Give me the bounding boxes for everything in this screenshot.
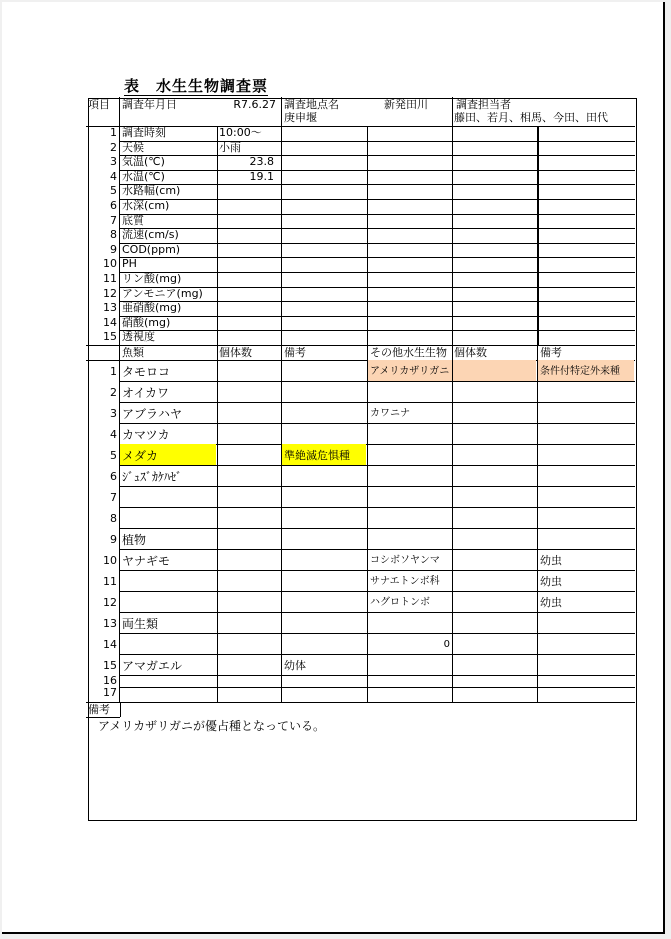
row-rule (282, 272, 367, 273)
measurement-value (219, 258, 277, 271)
species-name (120, 486, 216, 507)
row-rule (539, 155, 635, 156)
remarks-label-underline (86, 717, 120, 718)
other-species-name (368, 486, 452, 507)
species-name: メダカ (120, 444, 216, 465)
row-number: 15 (103, 659, 117, 672)
row-number: 7 (110, 491, 117, 504)
species-name: アマガエル (122, 659, 183, 673)
other-species-name: サナエトンボ科 (370, 576, 440, 587)
other-note-header: 備考 (540, 347, 562, 359)
species-name: 植物 (122, 533, 147, 547)
measurement-label: 底質 (122, 214, 144, 227)
species-note (282, 360, 366, 381)
other-species-count (453, 633, 536, 654)
remarks-label-divider (120, 702, 121, 717)
row-number: 11 (103, 273, 117, 285)
measurement-label: 水路幅(cm) (122, 185, 181, 198)
species-note (282, 675, 366, 687)
row-rule (282, 155, 367, 156)
row-rule (453, 155, 537, 156)
row-rule (217, 141, 281, 142)
measurement-label: PH (122, 258, 137, 271)
species-count (218, 486, 280, 507)
species-count (218, 633, 280, 654)
measurement-label: 亜硝酸(mg) (122, 302, 182, 315)
measurement-value: 23.8 (249, 156, 274, 169)
row-number: 12 (103, 287, 117, 300)
row-rule (217, 316, 281, 317)
column-rule (452, 126, 453, 345)
row-rule (368, 301, 452, 302)
other-species-note (538, 423, 634, 444)
measurement-label: 流速(cm/s) (122, 229, 179, 242)
row-rule (368, 257, 452, 258)
species-name: タモロコ (122, 365, 171, 379)
species-note (282, 465, 366, 486)
row-rule (217, 155, 281, 156)
species-name (120, 570, 216, 591)
measurement-value (219, 273, 277, 286)
header-divider (119, 97, 120, 126)
row-number: 6 (110, 200, 117, 212)
row-number: 7 (110, 214, 117, 227)
other-species-count (453, 444, 536, 465)
species-count (218, 591, 280, 612)
row-rule (368, 141, 452, 142)
date-label: 調査年月日 (122, 99, 177, 111)
other-species-note (538, 486, 634, 507)
row-rule (368, 155, 452, 156)
species-count (218, 549, 280, 570)
measurement-label: COD(ppm) (122, 243, 181, 256)
other-species-name (368, 444, 452, 465)
other-species-name (368, 675, 452, 687)
species-name: ヤナギモ (122, 554, 171, 568)
species-note (282, 687, 366, 699)
other-species-note (538, 687, 634, 699)
other-species-count (453, 465, 536, 486)
measurement-label: 硝酸(mg) (122, 316, 171, 329)
row-rule (119, 170, 217, 171)
species-name (120, 591, 216, 612)
row-rule (368, 330, 452, 331)
measurement-label: 調査時刻 (122, 127, 166, 139)
species-name: オイカワ (122, 386, 170, 400)
other-species-count (453, 402, 536, 423)
measurement-label: 天候 (122, 141, 144, 154)
row-number: 9 (110, 533, 117, 546)
row-rule (539, 141, 635, 142)
row-number: 5 (110, 185, 117, 198)
row-rule (368, 287, 452, 288)
row-rule (539, 184, 635, 185)
other-species-note (538, 402, 634, 423)
count-header: 個体数 (219, 347, 252, 359)
river-name: 新発田川 (384, 99, 428, 111)
other-species-name (368, 528, 452, 549)
column-rule (217, 345, 218, 702)
note-header: 備考 (284, 347, 306, 359)
measurement-label: 水温(℃) (122, 170, 165, 183)
row-rule (119, 228, 217, 229)
row-rule (217, 214, 281, 215)
spreadsheet-page (2, 2, 665, 934)
species-count (218, 423, 280, 444)
row-rule (539, 257, 635, 258)
site-label: 調査地点名 (284, 99, 339, 111)
row-number: 13 (103, 617, 117, 630)
row-rule (453, 330, 537, 331)
remarks-text: アメリカザリガニが優占種となっている。 (98, 719, 326, 733)
row-rule (282, 214, 367, 215)
sheet-title: 表 水生生物調査票 (124, 77, 269, 95)
staff-names: 藤田、若月、相馬、今田、田代 (454, 112, 608, 124)
row-rule (368, 272, 452, 273)
row-rule (539, 228, 635, 229)
other-species-name (368, 612, 452, 633)
other-species-count (453, 423, 536, 444)
species-count (218, 654, 280, 675)
measurement-value: 小雨 (219, 141, 241, 154)
row-rule (119, 330, 217, 331)
other-species-note (538, 612, 634, 633)
column-rule (217, 126, 218, 345)
other-species-name (368, 423, 452, 444)
column-rule (537, 126, 539, 345)
row-rule (282, 330, 367, 331)
row-rule (453, 301, 537, 302)
row-rule (217, 170, 281, 171)
row-rule (217, 184, 281, 185)
other-species-name (368, 381, 452, 402)
other-species-note (538, 381, 634, 402)
row-rule (119, 214, 217, 215)
other-species-name (368, 465, 452, 486)
row-rule (282, 170, 367, 171)
column-rule (281, 345, 282, 702)
column-rule (452, 345, 453, 702)
row-rule (282, 199, 367, 200)
row-rule (453, 257, 537, 258)
measurement-label: 水深(cm) (122, 200, 170, 212)
other-species-name: アメリカザリガニ (368, 360, 452, 381)
other-species-count (453, 612, 536, 633)
row-number: 2 (110, 141, 117, 154)
species-note: 準絶滅危惧種 (282, 444, 366, 465)
other-species-count (453, 381, 536, 402)
other-species-note (538, 633, 634, 654)
row-rule (217, 257, 281, 258)
measurement-value (219, 185, 277, 198)
row-number: 12 (103, 596, 117, 609)
other-species-name: コシボソヤンマ (370, 555, 440, 566)
other-species-count (453, 570, 536, 591)
row-rule (453, 228, 537, 229)
row-rule (539, 272, 635, 273)
row-rule (217, 272, 281, 273)
column-rule (367, 126, 368, 345)
row-rule (453, 243, 537, 244)
row-number: 4 (110, 428, 117, 441)
other-species-name: 0 (443, 639, 450, 650)
other-species-note: 幼虫 (540, 596, 562, 609)
row-number: 2 (110, 386, 117, 399)
row-number: 10 (103, 554, 117, 567)
row-rule (453, 287, 537, 288)
row-rule (539, 301, 635, 302)
species-note (282, 402, 366, 423)
other-species-count (453, 549, 536, 570)
row-rule (539, 199, 635, 200)
row-rule (368, 316, 452, 317)
other-species-note: 条件付特定外来種 (538, 360, 634, 381)
measurement-label: 気温(℃) (122, 156, 165, 169)
row-rule (453, 214, 537, 215)
row-rule (217, 243, 281, 244)
measurement-value (219, 244, 277, 257)
other-species-note: 幼虫 (540, 554, 562, 567)
species-name (120, 507, 216, 528)
species-count (218, 687, 280, 699)
species-note (282, 486, 366, 507)
row-number: 14 (103, 316, 117, 329)
species-note (282, 633, 366, 654)
row-rule (539, 287, 635, 288)
species-count (218, 402, 280, 423)
row-number: 6 (110, 470, 117, 483)
row-number: 15 (103, 331, 117, 344)
measurement-value (219, 200, 277, 213)
row-rule (282, 257, 367, 258)
other-species-name (368, 654, 452, 675)
species-note (282, 591, 366, 612)
species-name (120, 687, 216, 699)
species-note (282, 549, 366, 570)
species-name: カマツカ (122, 428, 170, 442)
measurement-value (219, 215, 277, 228)
row-rule (217, 199, 281, 200)
other-species-name: ハグロトンボ (370, 597, 430, 608)
measurement-label: リン酸(mg) (122, 273, 182, 285)
row-rule (453, 316, 537, 317)
row-rule (282, 243, 367, 244)
row-rule (539, 243, 635, 244)
row-rule (119, 184, 217, 185)
column-rule (119, 126, 120, 345)
row-number: 1 (110, 127, 117, 139)
row-rule (539, 330, 635, 331)
section-rule (86, 345, 635, 346)
other-species-name (368, 687, 452, 699)
row-rule (368, 214, 452, 215)
column-rule (281, 126, 282, 345)
row-rule (119, 243, 217, 244)
species-note (282, 570, 366, 591)
row-rule (217, 301, 281, 302)
row-rule (119, 287, 217, 288)
row-rule (453, 170, 537, 171)
species-count (218, 612, 280, 633)
header-divider (281, 97, 282, 126)
other-species-note (538, 507, 634, 528)
other-species-name: カワニナ (370, 408, 410, 419)
row-rule (282, 228, 367, 229)
species-name: ｼﾞｭｽﾞｶｹﾊｾﾞ (122, 470, 183, 484)
row-rule (119, 199, 217, 200)
species-count (218, 360, 280, 381)
other-count-header: 個体数 (454, 347, 487, 359)
row-rule (119, 316, 217, 317)
other-species-count (453, 360, 536, 381)
species-count (218, 570, 280, 591)
row-number: 1 (110, 365, 117, 378)
column-rule (367, 345, 368, 702)
date-value: R7.6.27 (233, 99, 276, 111)
species-count (218, 381, 280, 402)
other-species-count (453, 687, 536, 699)
measurement-label: アンモニア(mg) (122, 287, 203, 300)
header-divider (452, 97, 453, 126)
other-species-note (538, 654, 634, 675)
measurement-value (219, 229, 277, 242)
other-species-note (538, 444, 634, 465)
row-number: 13 (103, 302, 117, 315)
row-number: 8 (110, 229, 117, 242)
other-species-count (453, 486, 536, 507)
row-number: 17 (103, 687, 117, 699)
other-species-name (368, 507, 452, 528)
row-rule (453, 184, 537, 185)
other-species-note: 幼虫 (540, 575, 562, 588)
other-species-note (538, 675, 634, 687)
species-note (282, 381, 366, 402)
row-number: 5 (110, 449, 117, 462)
row-number: 10 (103, 258, 117, 271)
row-rule (368, 228, 452, 229)
species-note (282, 507, 366, 528)
row-rule (368, 184, 452, 185)
other-species-note (538, 528, 634, 549)
species-name (120, 633, 216, 654)
row-number: 9 (110, 243, 117, 256)
other-species-count (453, 507, 536, 528)
species-count (218, 675, 280, 687)
row-rule (217, 287, 281, 288)
measurement-value (219, 317, 277, 330)
row-number: 11 (103, 575, 117, 588)
row-rule (282, 287, 367, 288)
measurement-value: 19.1 (249, 170, 274, 183)
other-species-count (453, 528, 536, 549)
row-rule (368, 243, 452, 244)
row-rule (453, 272, 537, 273)
row-number: 3 (110, 156, 117, 169)
row-rule (119, 301, 217, 302)
row-rule (119, 272, 217, 273)
species-name: 両生類 (122, 617, 159, 631)
row-number: 3 (110, 407, 117, 420)
other-species-note (538, 465, 634, 486)
staff-label: 調査担当者 (456, 99, 511, 111)
remarks-label: 備考 (88, 704, 110, 716)
row-rule (217, 228, 281, 229)
species-note (282, 423, 366, 444)
item-header: 項目 (88, 99, 110, 111)
row-number: 4 (110, 170, 117, 183)
site-name: 庚申堰 (284, 112, 317, 124)
measurement-value (219, 302, 277, 315)
species-note (282, 612, 366, 633)
row-rule (539, 170, 635, 171)
row-number: 8 (110, 512, 117, 525)
row-rule (453, 199, 537, 200)
species-count (218, 465, 280, 486)
row-rule (282, 316, 367, 317)
measurement-value (219, 288, 277, 301)
row-rule (119, 257, 217, 258)
species-count (218, 528, 280, 549)
row-rule (282, 184, 367, 185)
species-note: 幼体 (284, 659, 306, 672)
other-species-count (453, 675, 536, 687)
measurement-value (219, 331, 277, 344)
row-rule (282, 301, 367, 302)
column-rule (537, 345, 538, 702)
species-note (282, 528, 366, 549)
row-number: 14 (103, 638, 117, 651)
row-rule (539, 214, 635, 215)
measurement-value: 10:00〜 (219, 127, 262, 139)
other-species-header: その他水生生物 (370, 347, 447, 359)
row-rule (119, 155, 217, 156)
species-name: アブラハヤ (122, 407, 183, 421)
row-rule (217, 330, 281, 331)
row-number: 16 (103, 675, 117, 687)
row-rule (368, 170, 452, 171)
section-rule (86, 702, 635, 703)
other-species-count (453, 591, 536, 612)
other-species-count (453, 654, 536, 675)
measurement-label: 透視度 (122, 331, 155, 344)
row-rule (282, 141, 367, 142)
column-rule (119, 345, 120, 702)
species-count (218, 507, 280, 528)
species-count (218, 444, 280, 465)
row-rule (368, 199, 452, 200)
species-name (120, 675, 216, 687)
fish-header: 魚類 (122, 347, 144, 359)
row-rule (453, 141, 537, 142)
row-rule (539, 316, 635, 317)
row-rule (119, 141, 217, 142)
